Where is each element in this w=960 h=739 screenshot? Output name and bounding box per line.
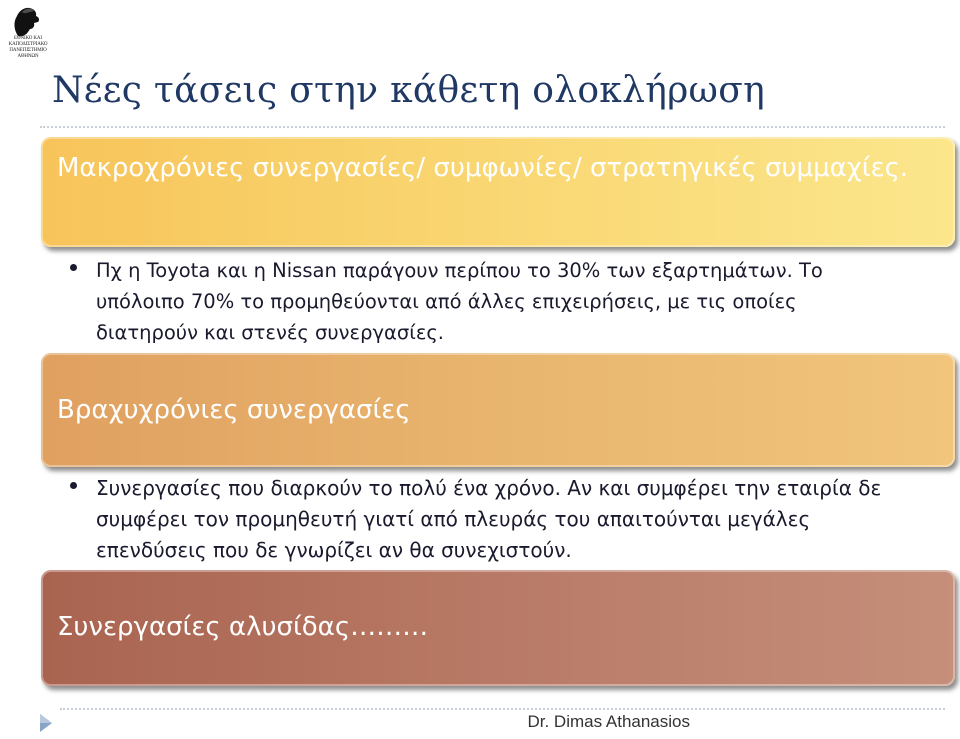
bullet-dot-icon	[70, 482, 77, 489]
next-arrow-icon[interactable]	[38, 712, 56, 739]
logo-line: ΕΘΝΙΚΟ ΚΑΙ	[14, 36, 42, 41]
bullet-list	[70, 255, 904, 348]
footer-author: Dr. Dimas Athanasios	[527, 712, 690, 731]
heading-box-chain	[41, 570, 955, 686]
heading-box-text: Μακροχρόνιες συνεργασίες/ συμφωνίες/ στρατηγικές συμμαχίες.	[57, 153, 909, 183]
footer-divider	[60, 708, 945, 712]
bullet-list	[70, 473, 904, 566]
bullet-dot-icon	[70, 264, 77, 271]
heading-box-text: Συνεργασίες αλυσίδας………	[57, 612, 429, 642]
logo-line: ΠΑΝΕΠΙΣΤΗΜΙΟ	[9, 48, 47, 53]
list-item	[70, 255, 904, 348]
list-item	[70, 473, 904, 566]
logo-caption	[4, 36, 52, 60]
list-item-text: Πχ η Toyota και η Nissan παράγουν περίπου το 30% των εξαρτημάτων. Το υπόλοιπο 70% το προμηθεύονται από άλλες επιχειρήσεις, με τις οποίες διατηρούν και στενές συνεργασίες.	[96, 259, 823, 344]
slide-title: Νέες τάσεις στην κάθετη ολοκλήρωση	[52, 70, 765, 111]
heading-box-long-term	[41, 137, 955, 247]
logo-line: ΚΑΠΟΔΙΣΤΡΙΑΚΟ	[8, 42, 48, 47]
logo-line: ΑΘΗΝΩΝ	[17, 54, 39, 59]
heading-box-text: Βραχυχρόνιες συνεργασίες	[57, 395, 411, 425]
title-divider	[40, 126, 945, 130]
list-item-text: Συνεργασίες που διαρκούν το πολύ ένα χρόνο. Αν και συμφέρει την εταιρία δε συμφέρει τον προμηθευτή γιατί από πλευράς του απαιτούνται μεγάλες επενδύσεις που δε γνωρίζει αν θα συνεχιστούν.	[96, 476, 882, 562]
heading-box-short-term	[41, 353, 955, 467]
athena-head-emblem-icon	[4, 2, 48, 38]
university-logo	[4, 2, 48, 64]
